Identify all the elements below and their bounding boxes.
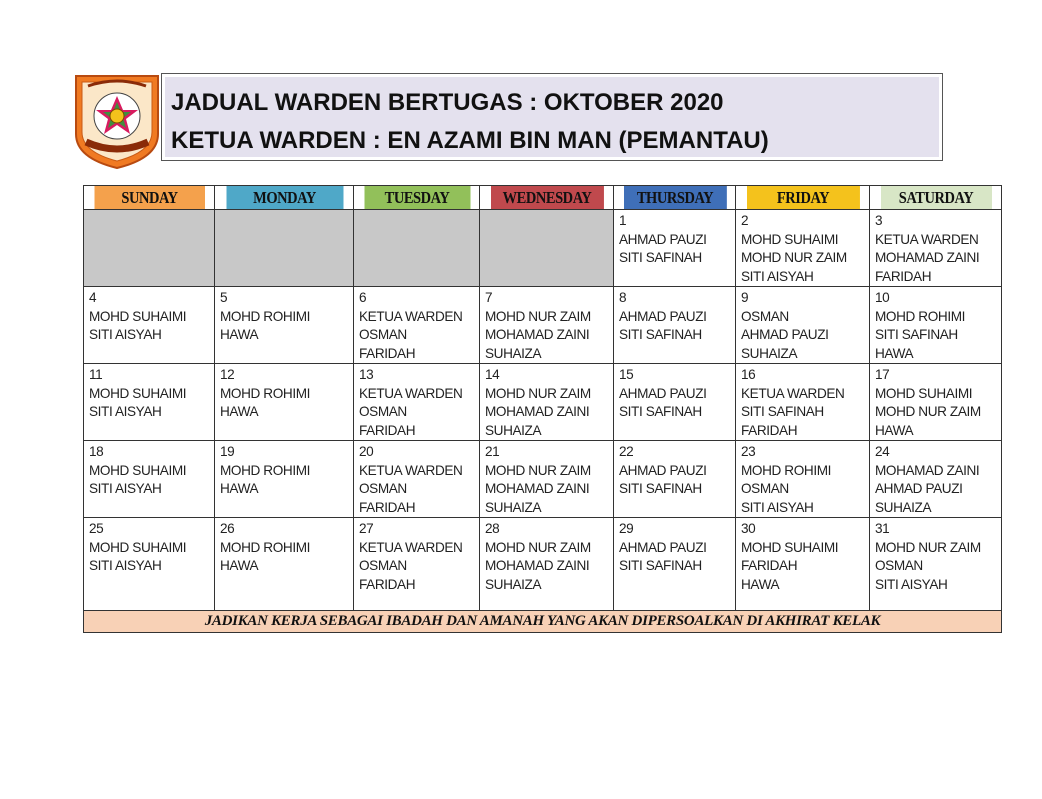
warden-name: OSMAN xyxy=(359,558,407,573)
warden-name: KETUA WARDEN xyxy=(875,231,979,247)
warden-name: MOHAMAD ZAINI xyxy=(485,558,590,573)
day-cell xyxy=(84,518,215,611)
day-number: 15 xyxy=(619,367,634,382)
warden-name: MOHD SUHAIMI xyxy=(89,385,187,401)
warden-name: MOHD NUR ZAIM xyxy=(485,385,591,401)
warden-name: HAWA xyxy=(875,422,914,438)
warden-name: AHMAD PAUZI xyxy=(741,327,829,342)
warden-name: MOHAMAD ZAINI xyxy=(875,462,980,478)
day-cell xyxy=(736,287,870,364)
warden-name: MOHD SUHAIMI xyxy=(89,539,187,555)
warden-name: KETUA WARDEN xyxy=(359,308,463,324)
warden-name: AHMAD PAUZI xyxy=(619,385,707,401)
day-number: 19 xyxy=(220,444,235,459)
week-row xyxy=(84,287,1002,364)
day-number: 27 xyxy=(359,521,374,536)
page-title: JADUAL WARDEN BERTUGAS : OKTOBER 2020 xyxy=(171,89,724,116)
day-cell xyxy=(870,210,1002,287)
warden-name: SITI SAFINAH xyxy=(619,481,702,496)
day-cell xyxy=(736,518,870,611)
warden-name: SITI AISYAH xyxy=(741,499,814,515)
warden-name: KETUA WARDEN xyxy=(359,539,463,555)
warden-name: SITI SAFINAH xyxy=(619,327,702,342)
day-number: 8 xyxy=(619,290,627,305)
warden-name: AHMAD PAUZI xyxy=(619,539,707,555)
warden-name: FARIDAH xyxy=(359,345,416,361)
school-crest-logo xyxy=(72,72,162,170)
day-number: 31 xyxy=(875,521,890,536)
warden-name: SUHAIZA xyxy=(485,422,542,438)
warden-name: MOHD SUHAIMI xyxy=(741,539,839,555)
header-monday: MONDAY xyxy=(225,186,343,210)
empty-day-cell xyxy=(480,210,614,287)
warden-name: KETUA WARDEN xyxy=(741,385,845,401)
warden-name: AHMAD PAUZI xyxy=(619,231,707,247)
warden-name: AHMAD PAUZI xyxy=(875,481,963,496)
day-number: 23 xyxy=(741,444,756,459)
warden-name: SUHAIZA xyxy=(875,499,932,515)
day-number: 26 xyxy=(220,521,235,536)
warden-name: KETUA WARDEN xyxy=(359,385,463,401)
warden-name: SUHAIZA xyxy=(485,576,542,592)
header-wednesday: WEDNESDAY xyxy=(490,186,604,210)
calendar-body xyxy=(84,210,1002,611)
header-saturday: SATURDAY xyxy=(879,186,991,210)
duty-calendar xyxy=(83,185,1002,633)
day-number: 6 xyxy=(359,290,367,305)
day-number: 11 xyxy=(89,367,103,382)
motto-footer: JADIKAN KERJA SEBAGAI IBADAH DAN AMANAH YANG AKAN DIPERSOALKAN DI AKHIRAT KELAK xyxy=(84,611,1002,633)
warden-name: MOHD ROHIMI xyxy=(220,462,310,478)
warden-name: MOHD NUR ZAIM xyxy=(741,250,847,265)
warden-name: MOHAMAD ZAINI xyxy=(485,481,590,496)
warden-name: MOHD NUR ZAIM xyxy=(485,308,591,324)
warden-name: SITI AISYAH xyxy=(89,481,162,496)
warden-name: OSMAN xyxy=(359,481,407,496)
day-cell xyxy=(480,518,614,611)
warden-name: MOHAMAD ZAINI xyxy=(875,250,980,265)
day-number: 29 xyxy=(619,521,634,536)
warden-name: AHMAD PAUZI xyxy=(619,308,707,324)
warden-name: SITI SAFINAH xyxy=(875,327,958,342)
day-cell xyxy=(215,518,354,611)
week-row xyxy=(84,210,1002,287)
day-number: 4 xyxy=(89,290,97,305)
day-cell xyxy=(614,364,736,441)
warden-name: MOHD SUHAIMI xyxy=(89,308,187,324)
day-number: 30 xyxy=(741,521,756,536)
day-number: 9 xyxy=(741,290,749,305)
warden-name: HAWA xyxy=(875,345,914,361)
warden-name: MOHD ROHIMI xyxy=(875,308,965,324)
day-number: 12 xyxy=(220,367,235,382)
warden-name: HAWA xyxy=(220,558,259,573)
day-cell xyxy=(215,441,354,518)
warden-name: FARIDAH xyxy=(359,576,416,592)
warden-name: HAWA xyxy=(220,404,259,419)
day-cell xyxy=(870,518,1002,611)
warden-name: OSMAN xyxy=(875,558,923,573)
warden-name: MOHD NUR ZAIM xyxy=(875,539,981,555)
day-number: 18 xyxy=(89,444,104,459)
day-cell xyxy=(870,364,1002,441)
warden-name: SITI AISYAH xyxy=(875,576,948,592)
warden-name: MOHD SUHAIMI xyxy=(875,385,973,401)
day-cell xyxy=(614,287,736,364)
day-cell xyxy=(614,210,736,287)
empty-day-cell xyxy=(354,210,480,287)
warden-name: KETUA WARDEN xyxy=(359,462,463,478)
warden-name: FARIDAH xyxy=(359,499,416,515)
day-number: 20 xyxy=(359,444,374,459)
warden-name: HAWA xyxy=(741,576,780,592)
day-number: 1 xyxy=(619,213,627,228)
warden-name: MOHAMAD ZAINI xyxy=(485,404,590,419)
warden-name: SITI SAFINAH xyxy=(619,250,702,265)
page-subtitle: KETUA WARDEN : EN AZAMI BIN MAN (PEMANTAU) xyxy=(171,127,769,154)
warden-name: FARIDAH xyxy=(875,268,932,284)
day-number: 16 xyxy=(741,367,756,382)
day-cell xyxy=(354,441,480,518)
day-cell xyxy=(215,287,354,364)
warden-name: MOHD NUR ZAIM xyxy=(485,539,591,555)
day-number: 5 xyxy=(220,290,228,305)
day-number: 17 xyxy=(875,367,890,382)
warden-name: HAWA xyxy=(220,481,259,496)
header-sunday: SUNDAY xyxy=(93,186,204,210)
week-row xyxy=(84,364,1002,441)
day-cell xyxy=(480,287,614,364)
warden-name: MOHD SUHAIMI xyxy=(741,231,839,247)
warden-name: FARIDAH xyxy=(741,558,798,573)
day-cell xyxy=(736,441,870,518)
warden-name: OSMAN xyxy=(359,327,407,342)
warden-name: MOHD NUR ZAIM xyxy=(485,462,591,478)
title-background xyxy=(165,77,939,157)
day-cell xyxy=(215,364,354,441)
week-row xyxy=(84,518,1002,611)
week-row xyxy=(84,441,1002,518)
day-number: 2 xyxy=(741,213,749,228)
header-tuesday: TUESDAY xyxy=(363,186,470,210)
day-number: 13 xyxy=(359,367,374,382)
day-cell xyxy=(480,364,614,441)
day-number: 22 xyxy=(619,444,634,459)
day-cell xyxy=(736,210,870,287)
warden-name: SUHAIZA xyxy=(741,345,798,361)
warden-name: MOHD SUHAIMI xyxy=(89,462,187,478)
warden-name: SITI AISYAH xyxy=(89,327,162,342)
warden-name: FARIDAH xyxy=(359,422,416,438)
day-cell xyxy=(480,441,614,518)
day-cell xyxy=(870,287,1002,364)
day-number: 24 xyxy=(875,444,890,459)
warden-name: OSMAN xyxy=(359,404,407,419)
day-cell xyxy=(354,287,480,364)
day-cell xyxy=(84,364,215,441)
warden-name: MOHAMAD ZAINI xyxy=(485,327,590,342)
day-cell xyxy=(736,364,870,441)
warden-name: SITI SAFINAH xyxy=(619,404,702,419)
warden-name: OSMAN xyxy=(741,308,789,324)
warden-name: FARIDAH xyxy=(741,422,798,438)
warden-name: SITI AISYAH xyxy=(89,404,162,419)
day-cell xyxy=(84,287,215,364)
day-cell xyxy=(354,364,480,441)
footer-row xyxy=(84,611,1002,633)
warden-name: AHMAD PAUZI xyxy=(619,462,707,478)
day-number: 7 xyxy=(485,290,493,305)
day-cell xyxy=(614,518,736,611)
empty-day-cell xyxy=(84,210,215,287)
warden-name: SUHAIZA xyxy=(485,499,542,515)
warden-name: HAWA xyxy=(220,327,259,342)
empty-day-cell xyxy=(215,210,354,287)
warden-name: SITI SAFINAH xyxy=(741,404,824,419)
warden-name: MOHD NUR ZAIM xyxy=(875,404,981,419)
warden-name: MOHD ROHIMI xyxy=(220,308,310,324)
warden-name: SITI AISYAH xyxy=(89,558,162,573)
warden-name: MOHD ROHIMI xyxy=(220,539,310,555)
day-number: 10 xyxy=(875,290,890,305)
day-cell xyxy=(614,441,736,518)
title-box xyxy=(161,73,943,161)
header-friday: FRIDAY xyxy=(746,186,860,210)
warden-name: OSMAN xyxy=(741,481,789,496)
weekday-header-row xyxy=(84,186,1002,210)
day-number: 14 xyxy=(485,367,500,382)
warden-name: MOHD ROHIMI xyxy=(741,462,831,478)
day-number: 3 xyxy=(875,213,883,228)
header-thursday: THURSDAY xyxy=(623,186,727,210)
day-cell xyxy=(870,441,1002,518)
warden-name: SITI SAFINAH xyxy=(619,558,702,573)
warden-name: SITI AISYAH xyxy=(741,268,814,284)
day-number: 21 xyxy=(485,444,500,459)
warden-name: MOHD ROHIMI xyxy=(220,385,310,401)
day-number: 28 xyxy=(485,521,500,536)
warden-name: SUHAIZA xyxy=(485,345,542,361)
day-cell xyxy=(354,518,480,611)
day-number: 25 xyxy=(89,521,104,536)
day-cell xyxy=(84,441,215,518)
